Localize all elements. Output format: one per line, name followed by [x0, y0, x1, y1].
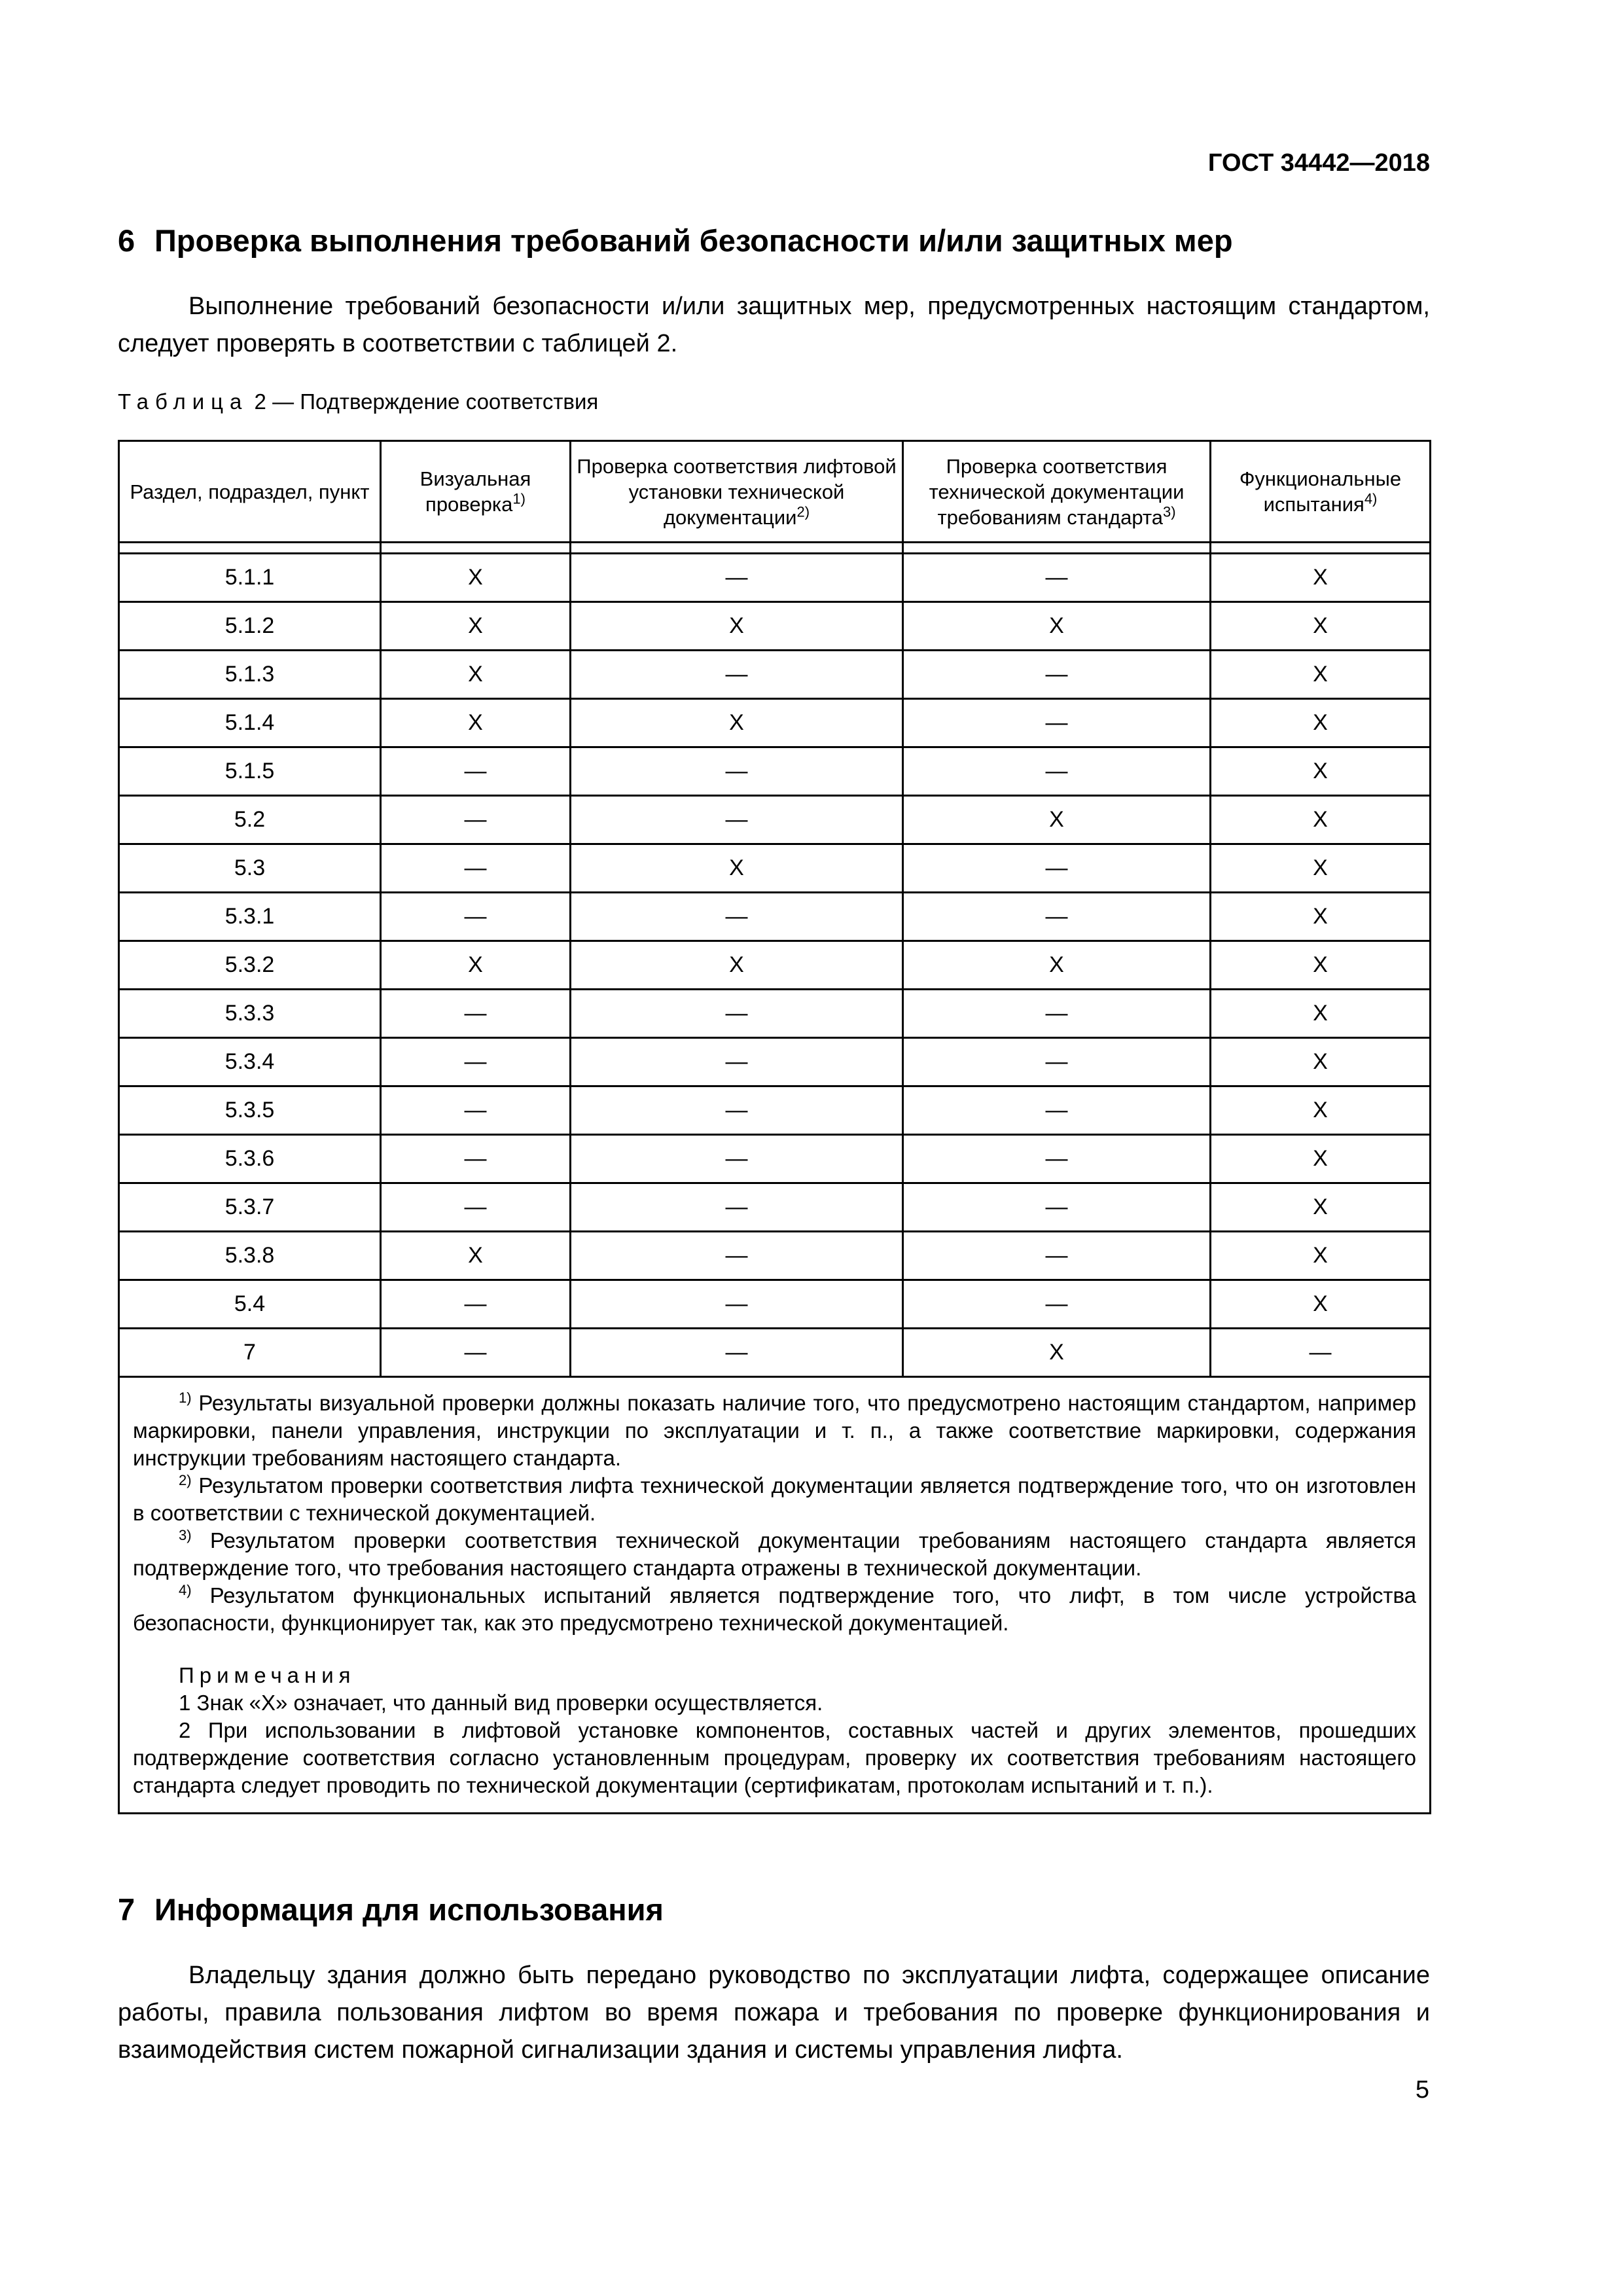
notes-heading: Примечания: [179, 1663, 356, 1687]
table-cell: —: [571, 747, 903, 796]
table-cell: X: [1211, 1232, 1431, 1280]
table-cell: —: [381, 1183, 571, 1232]
table-cell: —: [571, 1183, 903, 1232]
table-cell: —: [381, 844, 571, 893]
table-cell: —: [903, 893, 1211, 941]
table-cell: 7: [119, 1329, 381, 1377]
table-row: [119, 1329, 1431, 1377]
table-row: [119, 893, 1431, 941]
table-cell: X: [903, 941, 1211, 990]
table-cell: —: [903, 990, 1211, 1038]
table-cell: X: [1211, 1086, 1431, 1135]
table-cell: 5.3.5: [119, 1086, 381, 1135]
table-cell: —: [571, 990, 903, 1038]
table-cell: 5.4: [119, 1280, 381, 1329]
table-row: [119, 990, 1431, 1038]
table-cell: 5.1.5: [119, 747, 381, 796]
table-cell: —: [571, 1329, 903, 1377]
table-cell: X: [1211, 554, 1431, 602]
table-cell: X: [381, 941, 571, 990]
table-cell: 5.3.6: [119, 1135, 381, 1183]
table-cell: X: [571, 844, 903, 893]
table-cell: —: [381, 1280, 571, 1329]
table-cell: 5.1.3: [119, 651, 381, 699]
table-caption-title: 2 — Подтверждение соответствия: [248, 389, 599, 414]
table-cell: X: [381, 602, 571, 651]
table-cell: X: [1211, 941, 1431, 990]
table-cell: —: [381, 990, 571, 1038]
table-cell: X: [1211, 990, 1431, 1038]
table-cell: —: [381, 1135, 571, 1183]
page-number: 5: [1415, 2076, 1429, 2104]
table-cell: —: [1211, 1329, 1431, 1377]
footnote-3: $^{3)}$ Результатом проверки соответствия технической документации требованиям настоящего стандарта является подтверждение того, что требования настоящего стандарта отражены в технической документации.: [133, 1527, 1416, 1580]
section-7-number: 7: [118, 1892, 135, 1927]
table-cell: X: [903, 796, 1211, 844]
table-cell: X: [1211, 1038, 1431, 1086]
table-cell: 5.1.4: [119, 699, 381, 747]
table-cell: —: [571, 796, 903, 844]
table-cell: —: [571, 1135, 903, 1183]
header-installation-check: Проверка соответствия лифтовой установки технической документации$^{2)}$: [571, 441, 903, 543]
table-cell: —: [903, 554, 1211, 602]
table-row: [119, 1232, 1431, 1280]
note-2: 2 При использовании в лифтовой установке компонентов, составных частей и других элементов, прошедших подтверждение соответствия согласно установленным процедурам, проверку их соответствия требованиям настоящего стандарта следует проводить по технической документации (сертификатам, протоколам испытаний и т. п.).: [133, 1718, 1416, 1797]
table-row: [119, 1183, 1431, 1232]
table-notes: [119, 1377, 1431, 1814]
table-cell: —: [381, 1038, 571, 1086]
footnote-4: $^{4)}$ Результатом функциональных испытаний является подтверждение того, что лифт, в том числе устройства безопасности, функционирует так, как это предусмотрено технической документацией.: [133, 1582, 1416, 1635]
table-header-row: [119, 441, 1431, 543]
header-separator: [119, 543, 1431, 554]
table-cell: 5.3.3: [119, 990, 381, 1038]
table-row: [119, 602, 1431, 651]
table-cell: —: [903, 844, 1211, 893]
table-cell: —: [381, 1086, 571, 1135]
table-cell: —: [571, 651, 903, 699]
table-cell: X: [1211, 747, 1431, 796]
conformity-table: [118, 440, 1431, 1814]
header-visual-check: Визуальная проверка$^{1)}$: [381, 441, 571, 543]
table-cell: —: [903, 1086, 1211, 1135]
table-row: [119, 699, 1431, 747]
table-cell: 5.1.1: [119, 554, 381, 602]
section-6-heading: [118, 223, 1430, 259]
table-cell: —: [903, 1280, 1211, 1329]
standard-code: ГОСТ 34442—2018: [1207, 149, 1430, 177]
table-cell: —: [903, 1135, 1211, 1183]
table-caption-label: Таблица: [118, 389, 249, 414]
table-cell: —: [571, 1280, 903, 1329]
table-notes-row: [119, 1377, 1431, 1814]
table-cell: —: [571, 1086, 903, 1135]
table-cell: —: [381, 1329, 571, 1377]
header-functional-tests: Функциональные испытания$^{4)}$: [1211, 441, 1431, 543]
table-cell: 5.2: [119, 796, 381, 844]
table-cell: X: [1211, 796, 1431, 844]
table-row: [119, 796, 1431, 844]
section-7-title: Информация для использования: [154, 1892, 664, 1927]
table-cell: —: [571, 1232, 903, 1280]
table-cell: X: [381, 699, 571, 747]
table-row: [119, 941, 1431, 990]
header-section: Раздел, подраздел, пункт: [119, 441, 381, 543]
table-cell: —: [903, 747, 1211, 796]
table-cell: —: [571, 893, 903, 941]
section-6-title: Проверка выполнения требований безопасности и/или защитных мер: [154, 223, 1233, 258]
table-row: [119, 554, 1431, 602]
table-cell: X: [1211, 602, 1431, 651]
table-row: [119, 1038, 1431, 1086]
note-1: 1 Знак «X» означает, что данный вид проверки осуществляется.: [179, 1691, 823, 1715]
table-cell: 5.3.8: [119, 1232, 381, 1280]
table-cell: X: [1211, 1183, 1431, 1232]
section-7-heading: [118, 1892, 1430, 1928]
table-cell: —: [571, 1038, 903, 1086]
table-cell: X: [1211, 1135, 1431, 1183]
section-6-number: 6: [118, 223, 135, 258]
table-cell: X: [903, 1329, 1211, 1377]
table-cell: —: [903, 699, 1211, 747]
table-cell: —: [903, 1038, 1211, 1086]
table-cell: 5.3: [119, 844, 381, 893]
table-cell: X: [1211, 893, 1431, 941]
table-cell: 5.1.2: [119, 602, 381, 651]
table-cell: 5.3.1: [119, 893, 381, 941]
table-cell: 5.3.4: [119, 1038, 381, 1086]
section-6-paragraph: Выполнение требований безопасности и/или защитных мер, предусмотренных настоящим стандартом, следует проверять в соответствии с таблицей 2.: [118, 293, 1430, 357]
table-cell: —: [381, 747, 571, 796]
table-row: [119, 747, 1431, 796]
table-cell: —: [571, 554, 903, 602]
table-cell: X: [571, 699, 903, 747]
table-row: [119, 1280, 1431, 1329]
table-cell: X: [381, 651, 571, 699]
table-cell: X: [1211, 651, 1431, 699]
table-cell: X: [1211, 1280, 1431, 1329]
table-cell: X: [903, 602, 1211, 651]
table-cell: X: [571, 602, 903, 651]
table-body: [119, 554, 1431, 1377]
table-cell: X: [381, 1232, 571, 1280]
footnote-2: $^{2)}$ Результатом проверки соответствия лифта технической документации является подтверждение того, что он изготовлен в соответствии с технической документацией.: [133, 1472, 1416, 1525]
table-cell: X: [381, 554, 571, 602]
header-documentation-check: Проверка соответствия технической документации требованиям стандарта$^{3)}$: [903, 441, 1211, 543]
table-cell: 5.3.2: [119, 941, 381, 990]
table-cell: 5.3.7: [119, 1183, 381, 1232]
table-cell: X: [1211, 844, 1431, 893]
table-cell: X: [1211, 699, 1431, 747]
table-cell: X: [571, 941, 903, 990]
table-cell: —: [903, 651, 1211, 699]
table-row: [119, 1135, 1431, 1183]
table-cell: —: [381, 893, 571, 941]
table-cell: —: [381, 796, 571, 844]
table-row: [119, 1086, 1431, 1135]
table-caption: [118, 389, 598, 414]
table-cell: —: [903, 1183, 1211, 1232]
table-row: [119, 651, 1431, 699]
footnote-1: $^{1)}$ Результаты визуальной проверки должны показать наличие того, что предусмотрено настоящим стандартом, например маркировки, панели управления, инструкции по эксплуатации и т. п., а также соответствие маркировки, содержания инструкции требованиям настоящего стандарта.: [133, 1390, 1416, 1470]
section-7-paragraph: Владельцу здания должно быть передано руководство по эксплуатации лифта, содержащее описание работы, правила пользования лифтом во время пожара и требования по проверке функционирования и взаимодействия систем пожарной сигнализации здания и системы управления лифта.: [118, 1962, 1430, 2064]
table-cell: —: [903, 1232, 1211, 1280]
table-row: [119, 844, 1431, 893]
